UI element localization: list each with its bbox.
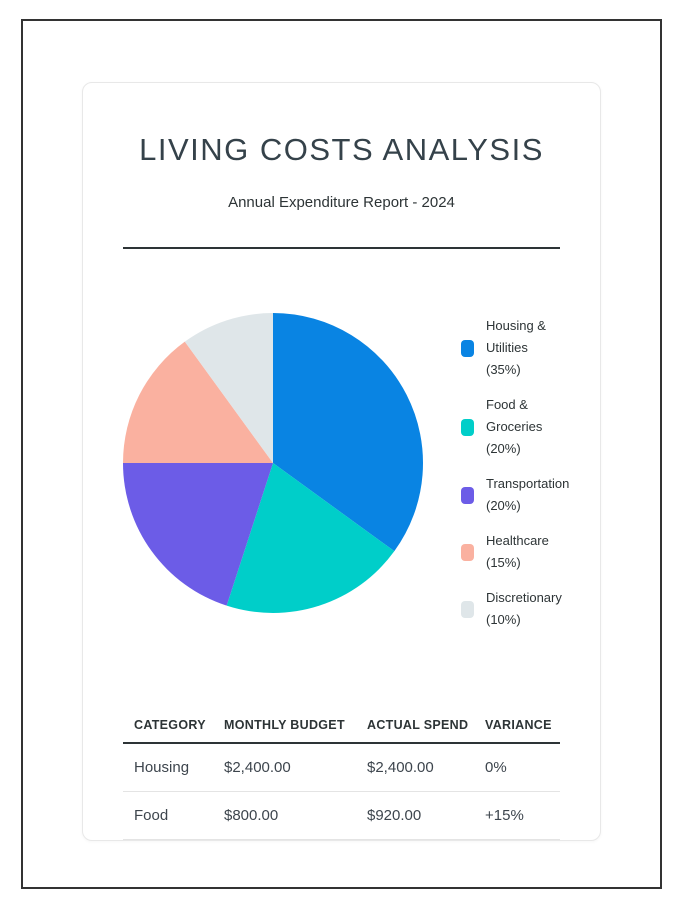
page-title: LIVING COSTS ANALYSIS bbox=[139, 132, 544, 167]
table-cell: $2,400.00 bbox=[213, 743, 356, 792]
legend-swatch bbox=[461, 419, 474, 436]
legend-swatch bbox=[461, 487, 474, 504]
column-header: ACTUAL SPEND bbox=[356, 714, 474, 743]
divider-rule bbox=[123, 247, 560, 249]
legend-label: Discretionary (10%) bbox=[486, 590, 562, 628]
table-cell: 0% bbox=[474, 743, 560, 792]
report-card bbox=[82, 82, 601, 841]
pie-chart bbox=[123, 313, 423, 613]
table-cell: Housing bbox=[123, 743, 213, 792]
legend-item bbox=[461, 473, 570, 517]
table-cell: $800.00 bbox=[213, 792, 356, 840]
page-subtitle: Annual Expenditure Report - 2024 bbox=[228, 194, 455, 212]
legend-label: Transportation (20%) bbox=[486, 476, 570, 514]
table-header-row bbox=[123, 714, 560, 743]
table-cell: $2,400.00 bbox=[356, 743, 474, 792]
table-cell: $920.00 bbox=[356, 792, 474, 840]
column-header: MONTHLY BUDGET bbox=[213, 714, 356, 743]
budget-table-section bbox=[123, 714, 560, 840]
legend-item bbox=[461, 315, 553, 381]
legend-swatch bbox=[461, 544, 474, 561]
chart-section bbox=[123, 313, 570, 644]
legend-item bbox=[461, 394, 553, 460]
legend-label: Food & Groceries (20%) bbox=[486, 397, 543, 457]
column-header: VARIANCE bbox=[474, 714, 560, 743]
table-row bbox=[123, 743, 560, 792]
chart-legend bbox=[461, 313, 570, 644]
legend-swatch bbox=[461, 340, 474, 357]
legend-item bbox=[461, 530, 553, 574]
outer-frame bbox=[21, 19, 662, 889]
legend-label: Healthcare (15%) bbox=[486, 533, 549, 571]
legend-item bbox=[461, 587, 562, 631]
table-cell: Food bbox=[123, 792, 213, 840]
legend-label: Housing & Utilities (35%) bbox=[486, 318, 546, 378]
table-cell: +15% bbox=[474, 792, 560, 840]
legend-swatch bbox=[461, 601, 474, 618]
table-row bbox=[123, 792, 560, 840]
budget-table bbox=[123, 714, 560, 840]
column-header: CATEGORY bbox=[123, 714, 213, 743]
